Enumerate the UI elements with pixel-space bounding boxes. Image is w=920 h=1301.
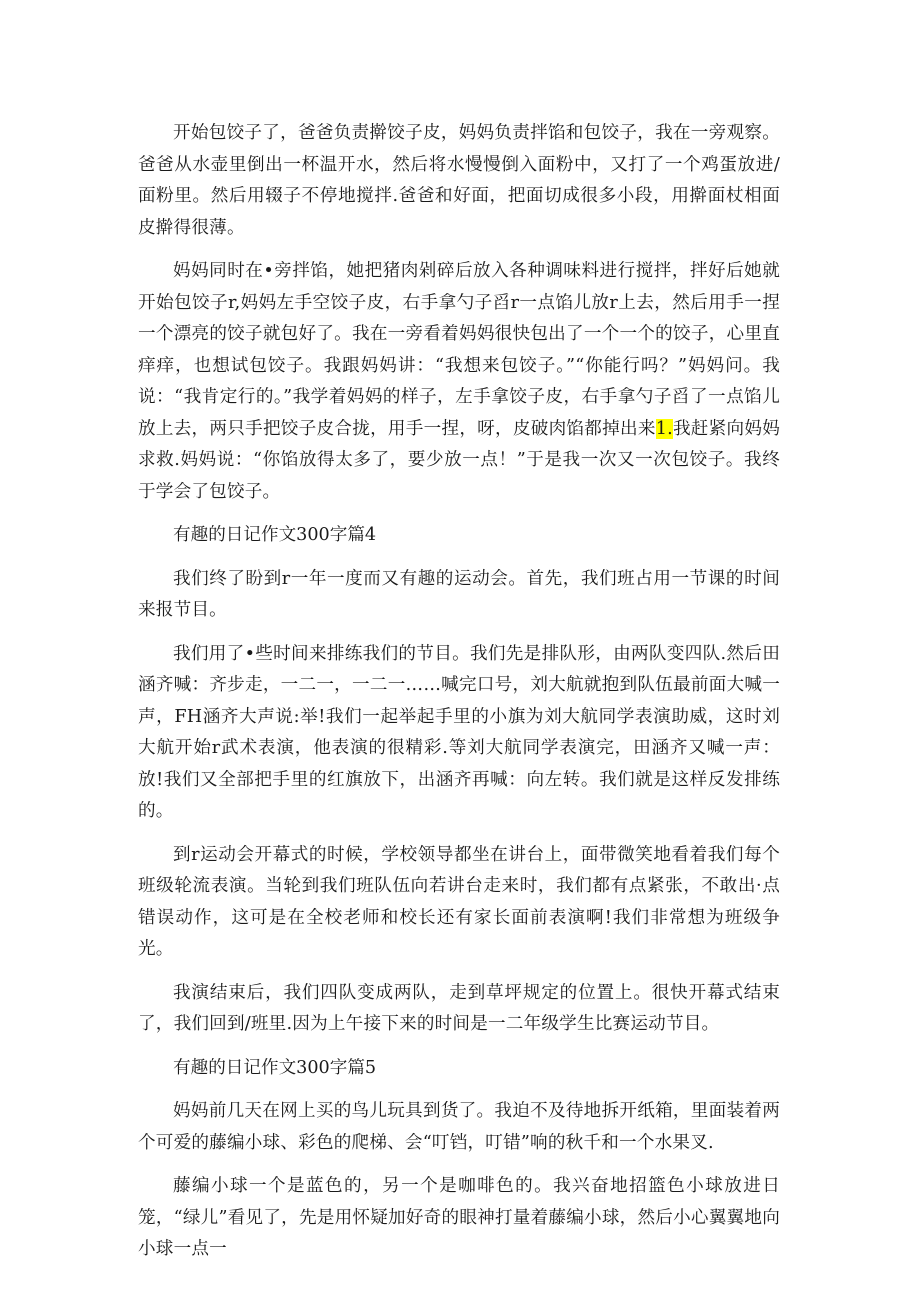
highlighted-text: 1. xyxy=(655,418,673,439)
paragraph-sports-4: 我演结束后，我们四队变成两队，走到草坪规定的位置上。很快开幕式结束了，我们回到/班里.因为上午接下来的时间是一二年级学生比赛运动节目。 xyxy=(138,982,780,1034)
paragraph-bird-2: 藤编小球一个是蓝色的，另一个是咖啡色的。我兴奋地招篮色小球放进日笼，“绿儿”看见了，先是用怀疑加好奇的眼神打量着藤编小球，然后小心翼翼地向小球一点一 xyxy=(138,1176,780,1259)
paragraph-text: 我赶紧向妈妈求救.妈妈说：“你馅放得太多了，要少放一点！”于是我一次又一次包饺子。我终于学会了包饺子。 xyxy=(138,418,780,502)
paragraph-sports-1: 我们终了盼到r一年一度而又有趣的运动会。首先，我们班占用一节课的时间来报节目。 xyxy=(138,568,780,620)
document-page xyxy=(138,118,780,1278)
paragraph-dumplings-2 xyxy=(138,256,780,508)
section-heading-4: 有趣的日记作文300字篇4 xyxy=(173,525,377,545)
paragraph-dumplings-1: 开始包饺子了，爸爸负责擀饺子皮，妈妈负责拌馅和包饺子，我在一旁观察。爸爸从水壶里倒出一杯温开水，然后将水慢慢倒入面粉中，又打了一个鸡蛋放进/面粉里。然后用辍子不停地搅拌.爸爸和好面，把面切成很多小段，用擀面杖相面皮擀得很薄。 xyxy=(138,123,780,238)
section-heading-5: 有趣的日记作文300字篇5 xyxy=(173,1057,377,1078)
paragraph-sports-2: 我们用了•些时间来排练我们的节目。我们先是排队形，由两队变四队.然后田涵齐喊：齐步走，一二一，一二一……喊完口号，刘大航就抱到队伍最前面大喊一声，FH涵齐大声说:举!我们一起举起手里的小旗为刘大航同学表演助威，这时刘大航开始r武术表演，他表演的很精彩.等刘大航同学表演完，田涵齐又喊一声：放!我们又全部把手里的红旗放下，出涵齐再喊：向左转。我们就是这样反发排练的。 xyxy=(138,643,780,821)
paragraph-text: 妈妈同时在•旁拌馅，她把猪肉剁碎后放入各种调味料进行搅拌，拌好后她就开始包饺子r,妈妈左手空饺子皮，右手拿勺子舀r一点馅儿放r上去，然后用手一捏一个漂亮的饺子就包好了。我在一旁看着妈妈很快包出了一个一个的饺子，心里直痒痒，也想试包饺子。我跟妈妈讲：“我想来包饺子。”“你能行吗？”妈妈问。我说：“我肯定行的。”我学着妈妈的样子，左手拿饺子皮，右手拿勺子舀了一点馅儿放上去，两只手把饺子皮合拢，用手一捏，呀，皮破肉馅都掉出来 xyxy=(138,261,780,439)
paragraph-bird-1: 妈妈前几天在网上买的鸟儿玩具到货了。我迫不及待地拆开纸箱，里面装着两个可爱的藤编小球、彩色的爬梯、会“叮铛，叮错”响的秋千和一个水果叉. xyxy=(138,1101,780,1153)
paragraph-sports-3: 到r运动会开幕式的时候，学校领导都坐在讲台上，面带微笑地看着我们每个班级轮流表演。当轮到我们班队伍向若讲台走来时，我们都有点紧张，不敢出·点错误动作，这可是在全校老师和校长还有家长面前表演啊!我们非常想为班级争光。 xyxy=(138,844,780,959)
